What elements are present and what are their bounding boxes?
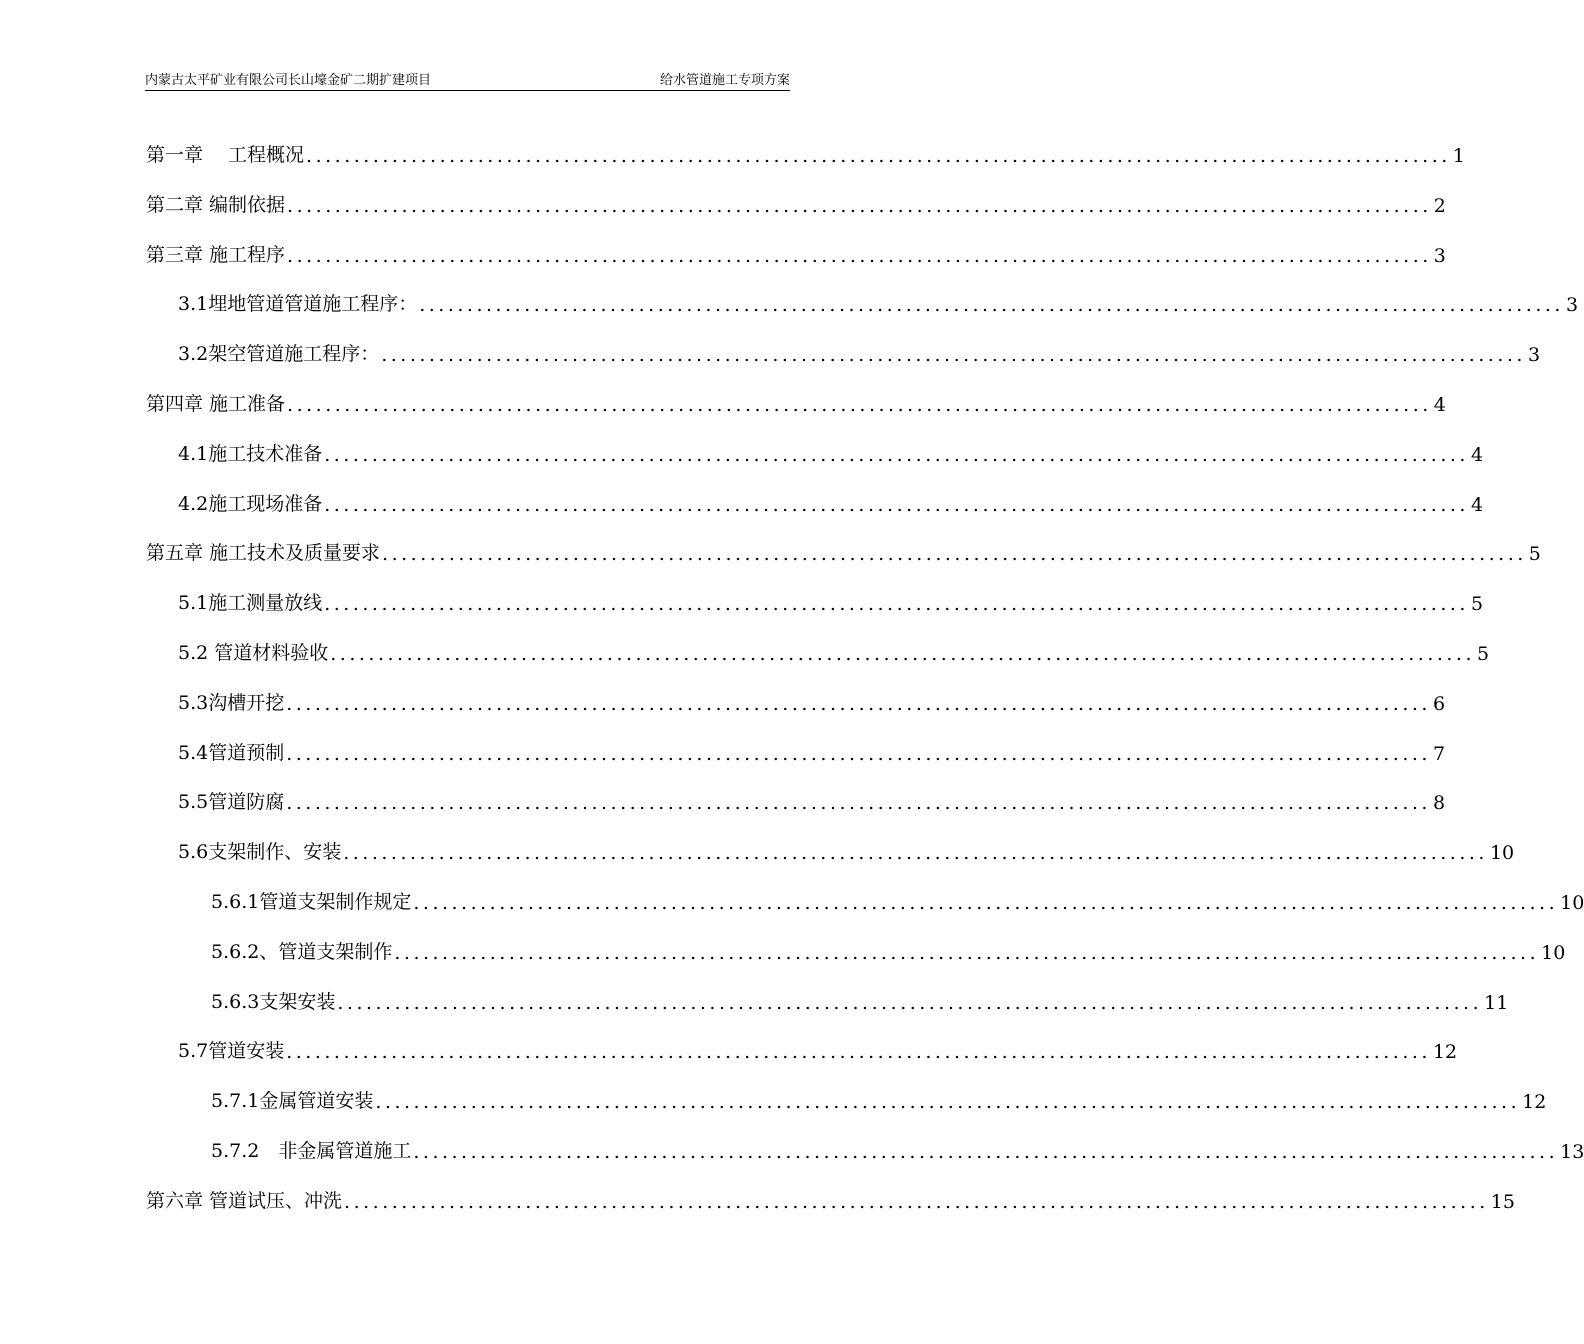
toc-dot-leader: ........................................................................................................................ (343, 842, 1488, 865)
toc-entry[interactable] (178, 784, 1446, 815)
toc-entry-title: 第四章 施工准备 (146, 393, 286, 415)
toc-entry-title: 5.2 管道材料验收 (178, 642, 329, 664)
toc-entry[interactable] (178, 635, 1490, 665)
toc-entry-title: 5.7.2 非金属管道施工 (211, 1140, 412, 1162)
toc-entry-page-number: 10 (1541, 941, 1566, 964)
toc-entry-title: 第一章 工程概况 (146, 144, 305, 166)
toc-dot-leader: ........................................................................................................................ (286, 1041, 1431, 1064)
toc-dot-leader: ........................................................................................................................ (394, 941, 1540, 964)
toc-entry-title: 5.1施工测量放线 (178, 592, 323, 615)
toc-entry-page-number: 7 (1432, 742, 1446, 765)
toc-entry[interactable] (211, 934, 1566, 964)
toc-entry-page-number: 12 (1432, 1041, 1458, 1064)
toc-entry[interactable] (178, 834, 1515, 865)
toc-entry-title: 5.6.1管道支架制作规定 (211, 891, 412, 913)
toc-dot-leader: ........................................................................................................................ (413, 1141, 1559, 1163)
toc-entry-title: 第三章 施工程序 (146, 243, 286, 266)
toc-entry-title: 4.1施工技术准备 (178, 442, 323, 465)
toc-entry-page-number: 12 (1522, 1091, 1547, 1114)
toc-entry-title: 第二章 编制依据 (146, 193, 286, 216)
toc-entry[interactable] (211, 984, 1509, 1014)
toc-entry-page-number: 11 (1484, 991, 1509, 1014)
header-document-title: 给水管道施工专项方案 (659, 73, 790, 88)
toc-entry-title: 3.2架空管道施工程序： (178, 343, 380, 366)
toc-entry[interactable] (146, 535, 1541, 566)
toc-entry-page-number: 15 (1490, 1190, 1515, 1213)
toc-entry-title: 5.6.2、管道支架制作 (211, 940, 393, 963)
toc-entry[interactable] (178, 1033, 1458, 1064)
toc-dot-leader: ........................................................................................................................ (324, 443, 1469, 466)
toc-dot-leader: ........................................................................................................................ (413, 892, 1559, 914)
toc-entry-page-number: 5 (1528, 543, 1541, 566)
toc-entry-title: 5.3沟槽开挖 (178, 691, 285, 714)
toc-entry-page-number: 2 (1433, 194, 1446, 217)
page-header (145, 66, 790, 91)
toc-dot-leader: ........................................................................................................................ (286, 742, 1431, 765)
toc-dot-leader: ........................................................................................................................ (337, 991, 1483, 1014)
toc-entry-title: 3.1埋地管道管道施工程序： (178, 293, 418, 316)
toc-entry-title: 5.6支架制作、安装 (178, 841, 342, 864)
toc-entry-page-number: 6 (1432, 692, 1446, 715)
toc-entry[interactable] (178, 336, 1541, 367)
toc-entry-title: 第五章 施工技术及质量要求 (146, 542, 381, 565)
toc-entry[interactable] (146, 137, 1465, 167)
toc-entry[interactable] (146, 1183, 1515, 1213)
toc-entry[interactable] (146, 237, 1446, 267)
toc-dot-leader: ........................................................................................................................ (330, 643, 1476, 665)
toc-dot-leader: ........................................................................................................................ (419, 294, 1564, 317)
toc-entry-title: 第六章 管道试压、冲洗 (146, 1189, 343, 1212)
toc-entry-page-number: 4 (1470, 493, 1484, 516)
toc-dot-leader: ........................................................................................................................ (382, 543, 1527, 566)
toc-entry[interactable] (178, 685, 1446, 715)
toc-entry-page-number: 4 (1433, 394, 1446, 416)
toc-entry-title: 5.5管道防腐 (178, 791, 285, 814)
toc-entry[interactable] (211, 1083, 1547, 1114)
toc-entry-page-number: 10 (1560, 892, 1584, 914)
toc-entry-page-number: 8 (1432, 792, 1446, 815)
toc-dot-leader: ........................................................................................................................ (287, 194, 1432, 217)
toc-entry-page-number: 4 (1470, 443, 1484, 466)
toc-entry-title: 5.6.3支架安装 (211, 990, 336, 1013)
toc-entry-title: 4.2施工现场准备 (178, 492, 323, 515)
toc-entry[interactable] (178, 286, 1579, 317)
toc-entry-title: 5.7管道安装 (178, 1040, 285, 1063)
toc-entry[interactable] (178, 735, 1446, 765)
toc-dot-leader: ........................................................................................................................ (306, 145, 1451, 167)
toc-entry-page-number: 5 (1470, 593, 1484, 616)
toc-dot-leader: ........................................................................................................................ (324, 493, 1469, 516)
toc-dot-leader: ........................................................................................................................ (286, 792, 1431, 815)
toc-entry-title: 5.4管道预制 (178, 741, 285, 764)
toc-entry-page-number: 10 (1489, 842, 1515, 865)
toc-dot-leader: ........................................................................................................................ (286, 692, 1431, 715)
toc-entry[interactable] (146, 386, 1446, 416)
toc-entry-page-number: 3 (1433, 244, 1446, 267)
toc-dot-leader: ........................................................................................................................ (287, 244, 1432, 267)
toc-entry-page-number: 3 (1565, 294, 1579, 317)
toc-dot-leader: ........................................................................................................................ (287, 394, 1432, 416)
toc-entry[interactable] (146, 187, 1446, 217)
toc-entry-page-number: 3 (1527, 344, 1541, 367)
toc-entry-page-number: 13 (1560, 1141, 1584, 1163)
toc-entry-page-number: 1 (1452, 145, 1465, 167)
toc-entry[interactable] (178, 585, 1484, 616)
toc-entry[interactable] (178, 436, 1484, 466)
toc-dot-leader: ........................................................................................................................ (324, 593, 1469, 616)
toc-entry-title: 5.7.1金属管道安装 (211, 1090, 374, 1113)
toc-entry-page-number: 5 (1477, 643, 1490, 665)
toc-entry[interactable] (211, 1133, 1584, 1163)
toc-dot-leader: ........................................................................................................................ (344, 1190, 1489, 1213)
toc-entry[interactable] (211, 884, 1584, 914)
toc-entry[interactable] (178, 486, 1484, 516)
toc-dot-leader: ........................................................................................................................ (375, 1091, 1521, 1114)
toc-dot-leader: ........................................................................................................................ (381, 344, 1526, 367)
header-project-name: 内蒙古太平矿业有限公司长山壕金矿二期扩建项目 (145, 73, 432, 88)
